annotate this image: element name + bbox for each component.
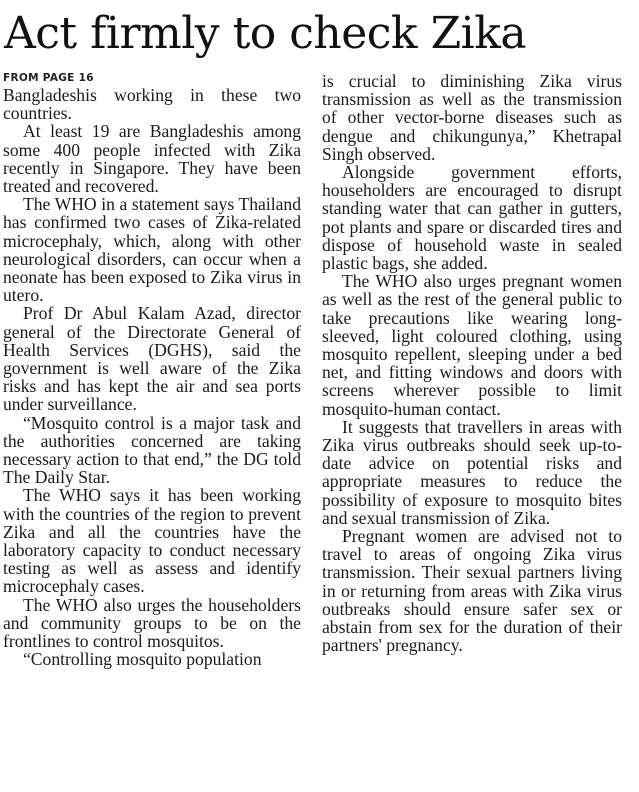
- left-column: [3, 72, 301, 669]
- paragraph: The WHO also urges pregnant women as well as the rest of the general public to take precautions like wearing long-sleeved, light coloured clothing, using mosquito repellent, sleeping under a bed net, and fitting windows and doors with screens wherever possible to limit mosquito-human contact.: [322, 271, 622, 419]
- paragraph: The WHO in a statement says Thailand has confirmed two cases of Zika-related microcephaly, which, along with other neurological disorders, can occur when a neonate has been exposed to Zika virus in utero.: [3, 194, 301, 306]
- headline: Act firmly to check Zika: [4, 8, 527, 59]
- right-column: [322, 72, 622, 655]
- paragraph: Pregnant women are advised not to travel to areas of ongoing Zika virus transmission. Their sexual partners living in or returning from areas with Zika virus outbreaks should ensure safer sex or abstain from sex for the duration of their partners' pregnancy.: [322, 526, 622, 656]
- paragraph: Prof Dr Abul Kalam Azad, director general of the Directorate General of Health Services (DGHS), said the government is well aware of the Zika risks and has kept the air and sea ports under surveillance.: [3, 303, 301, 415]
- paragraph: The WHO says it has been working with the countries of the region to prevent Zika and all the countries have the laboratory capacity to conduct necessary testing as well as assess and identify microcephaly cases.: [3, 485, 301, 597]
- paragraph: is crucial to diminishing Zika virus transmission as well as the transmission of other vector-borne diseases such as dengue and chikungunya,” Khetrapal Singh observed.: [322, 71, 622, 164]
- paragraph: Alongside government efforts, householders are encouraged to disrupt standing water that can gather in gutters, pot plants and spare or discarded tires and dispose of household waste in sealed plastic bags, she added.: [322, 162, 622, 274]
- paragraph: “Mosquito control is a major task and the authorities concerned are taking necessary action to that end,” the DG told The Daily Star.: [3, 412, 301, 488]
- paragraph: At least 19 are Bangladeshis among some 400 people infected with Zika recently in Singapore. They have been treated and recovered.: [3, 121, 301, 197]
- paragraph: It suggests that travellers in areas with Zika virus outbreaks should seek up-to-date advice on potential risks and appropriate measures to reduce the possibility of exposure to mosquito bites and sexual transmission of Zika.: [322, 416, 622, 528]
- paragraph: “Controlling mosquito population: [23, 649, 262, 670]
- paragraph: Bangladeshis working in these two countries.: [3, 85, 301, 124]
- dateline: FROM PAGE 16: [3, 72, 94, 84]
- paragraph: The WHO also urges the householders and community groups to be on the frontlines to control mosquitos.: [3, 594, 301, 652]
